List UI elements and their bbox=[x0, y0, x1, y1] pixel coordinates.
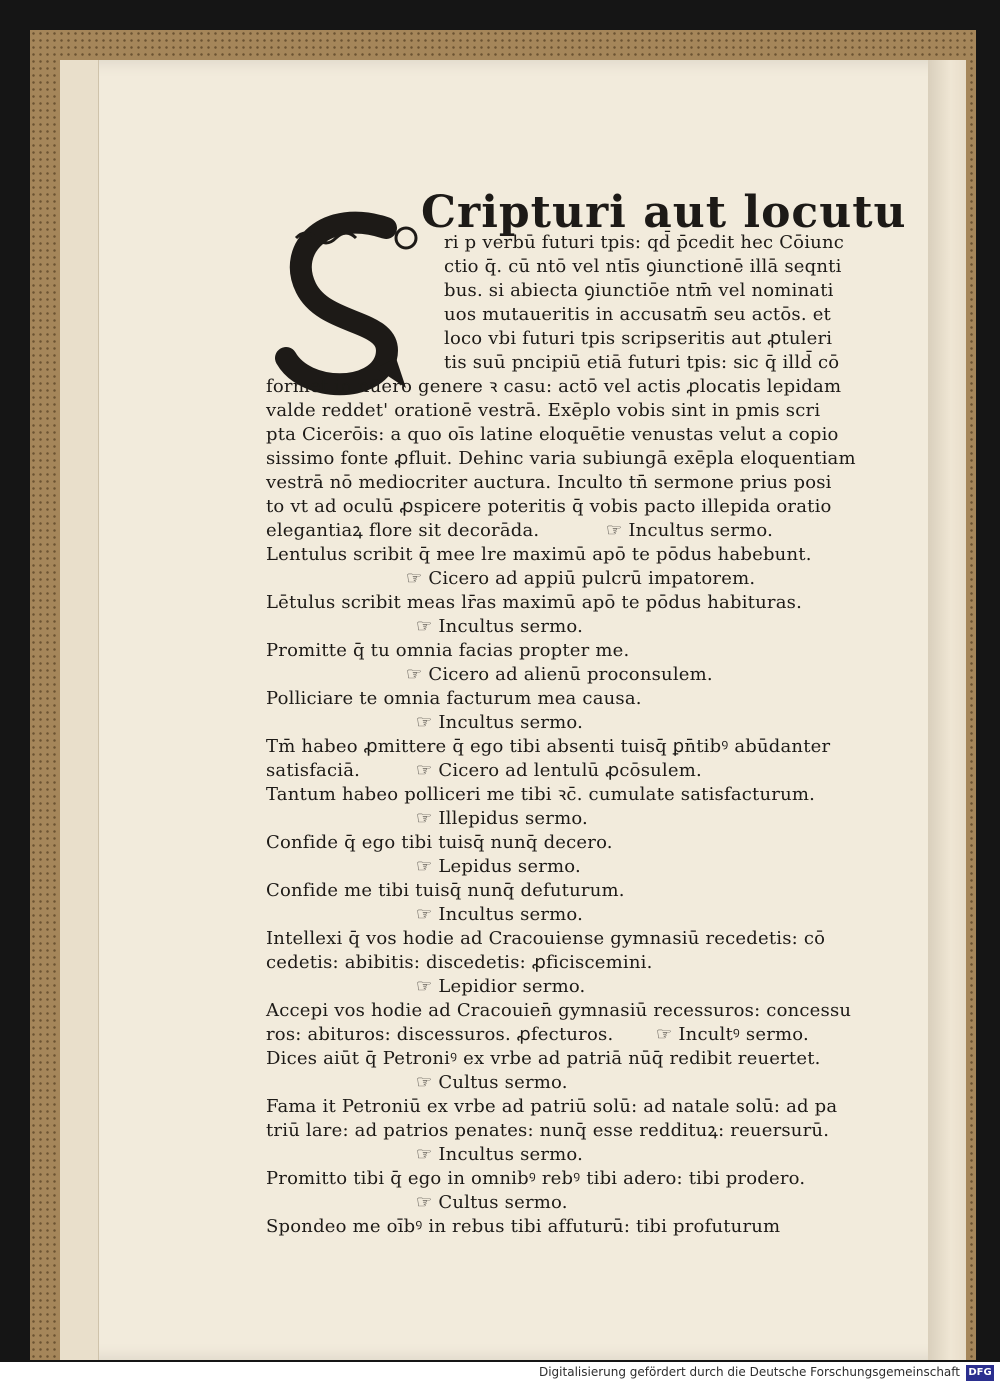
subhead-line: ☞ Cultus sermo. bbox=[416, 1072, 568, 1093]
text-line: cedetis: abibitis: discedetis: ꝓficiscemini. bbox=[266, 952, 653, 973]
text-line: Dices aiūt q̄ Petroniꝰ ex vrbe ad patriā nūq̄ redibit reuertet. bbox=[266, 1048, 821, 1069]
text-line: Fama it Petroniū ex vrbe ad patriū solū: ad natale solū: ad pa bbox=[266, 1096, 838, 1117]
text-line: Intellexi q̄ vos hodie ad Cracouiense gymnasiū recedetis: cō bbox=[266, 928, 826, 949]
text-line: satisfaciā. bbox=[266, 760, 361, 781]
text-line: ri p verbū futuri tpis: qd̄ p̄cedit hec Cōiunc bbox=[444, 232, 845, 253]
text-line: Promitte q̄ tu omnia facias propter me. bbox=[266, 640, 630, 661]
text-line: Confide q̄ ego tibi tuisq̄ nunq̄ decero. bbox=[266, 832, 613, 853]
dfg-logo: DFG bbox=[966, 1365, 994, 1381]
text-line: bus. si abiecta ꝯiunctiōe ntm̄ vel nominati bbox=[444, 280, 834, 301]
text-line: Lētulus scribit meas lr̄as maximū apō te pōdus habituras. bbox=[266, 592, 802, 613]
subhead-line: ☞ Incultus sermo. bbox=[606, 520, 774, 541]
subhead-line: ☞ Incultus sermo. bbox=[416, 1144, 584, 1165]
subhead-line: ☞ Incultus sermo. bbox=[416, 616, 584, 637]
text-line: uos mutaueritis in accusatm̄ seu actōs. et bbox=[444, 304, 831, 325]
opening-heading: Cripturi aut locutu bbox=[421, 187, 907, 238]
page-gutter bbox=[928, 60, 966, 1360]
text-line: vestrā nō mediocriter auctura. Inculto tn̄ sermone prius posi bbox=[266, 472, 832, 493]
text-line: Accepi vos hodie ad Cracouien̄ gymnasiū recessuros: concessu bbox=[266, 1000, 852, 1021]
text-line: triū lare: ad patrios penates: nunq̄ esse reddituꝝ: reuersurū. bbox=[266, 1120, 830, 1141]
text-line: elegantiaꝝ flore sit decorāda. bbox=[266, 520, 540, 541]
text-line: loco vbi futuri tpis scripseritis aut ꝓtuleri bbox=[444, 328, 833, 349]
subhead-line: ☞ Illepidus sermo. bbox=[416, 808, 588, 829]
text-line: Tm̄ habeo ꝓmittere q̄ ego tibi absenti tuisq̄ ꝑn̄tibꝰ abūdanter bbox=[266, 736, 831, 757]
subhead-line: ☞ Incultus sermo. bbox=[416, 712, 584, 733]
text-line: Polliciare te omnia facturum mea causa. bbox=[266, 688, 642, 709]
text-line: formet in nūero genere ꝛ casu: actō vel actis ꝓlocatis lepidam bbox=[266, 376, 842, 397]
subhead-line: ☞ Cicero ad appiū pulcrū impatorem. bbox=[406, 568, 756, 589]
subhead-line: ☞ Lepidior sermo. bbox=[416, 976, 586, 997]
text-line: valde reddet' orationē vestrā. Exēplo vobis sint in pmis scri bbox=[266, 400, 821, 421]
subhead-line: ☞ Cicero ad lentulū ꝓcōsulem. bbox=[416, 760, 702, 781]
text-line: to vt ad oculū ꝓspicere poteritis q̄ vobis pacto illepida oratio bbox=[266, 496, 832, 517]
subhead-line: ☞ Incultus sermo. bbox=[416, 904, 584, 925]
text-line: Confide me tibi tuisq̄ nunq̄ defuturum. bbox=[266, 880, 625, 901]
text-line: sissimo fonte ꝓfluit. Dehinc varia subiungā exēpla eloquentiam bbox=[266, 448, 856, 469]
text-line: Tantum habeo polliceri me tibi ꝛc̄. cumulate satisfacturum. bbox=[266, 784, 816, 805]
subhead-line: ☞ Incultꝰ sermo. bbox=[656, 1024, 809, 1045]
page-margin-strip bbox=[60, 60, 99, 1360]
page-text-block bbox=[266, 140, 907, 1237]
footer-credit: Digitalisierung gefördert durch die Deutsche Forschungsgemeinschaft bbox=[538, 1365, 960, 1379]
text-line: tis suū pncipiū etiā futuri tpis: sic q̄ illd̄ cō bbox=[444, 352, 840, 373]
text-line: ctio q̄. cū ntō vel ntīs ꝯiunctionē illā seqnti bbox=[444, 256, 842, 277]
text-line: pta Cicerōis: a quo oīs latine eloquētie venustas velut a copio bbox=[266, 424, 839, 445]
text-line: Lentulus scribit q̄ mee lre maximū apō te pōdus habebunt. bbox=[266, 544, 812, 565]
text-line: Spondeo me oībꝰ in rebus tibi affuturū: tibi profuturum bbox=[266, 1216, 781, 1237]
subhead-line: ☞ Cicero ad alienū proconsulem. bbox=[406, 664, 713, 685]
digitization-footer bbox=[0, 1362, 1000, 1385]
subhead-line: ☞ Cultus sermo. bbox=[416, 1192, 568, 1213]
decorated-initial-s-icon bbox=[266, 208, 436, 398]
text-line: ros: abituros: discessuros. ꝓfecturos. bbox=[266, 1024, 614, 1045]
book-page bbox=[60, 60, 966, 1360]
subhead-line: ☞ Lepidus sermo. bbox=[416, 856, 581, 877]
text-line: Promitto tibi q̄ ego in omnibꝰ rebꝰ tibi adero: tibi prodero. bbox=[266, 1168, 806, 1189]
